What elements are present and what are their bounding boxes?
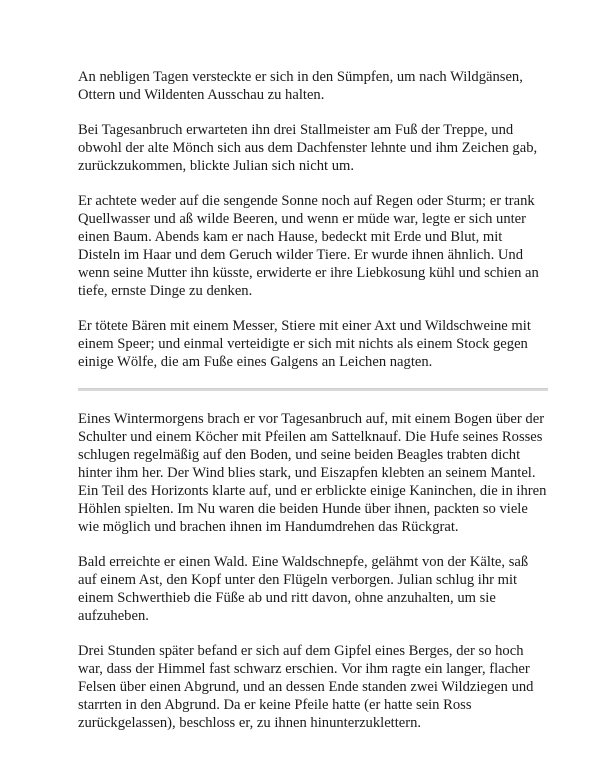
section-divider <box>78 388 548 391</box>
paragraph-5: Eines Wintermorgens brach er vor Tagesanbruch auf, mit einem Bogen über der Schulter und einem Köcher mit Pfeilen am Sattelknauf. Die Hufe seines Rosses schlugen regelmäßig auf den Boden, und seine beiden Beagles trabten dicht hinter ihm her. Der Wind blies stark, und Eiszapfen klebten an seinem Mantel. Ein Teil des Horizonts klarte auf, und er erblickte einige Kaninchen, die in ihren Höhlen spielten. Im Nu waren die beiden Hunde über ihnen, packten so viele wie möglich und brachen ihnen im Handumdrehen das Rückgrat. <box>78 411 547 535</box>
paragraph-6: Bald erreichte er einen Wald. Eine Waldschnepfe, gelähmt von der Kälte, saß auf einem Ast, den Kopf unter den Flügeln verborgen. Julian schlug ihr mit einem Schwerthieb die Füße ab und ritt davon, ohne anzuhalten, um sie aufzuheben. <box>78 554 529 624</box>
document-page <box>78 68 548 749</box>
paragraph-1: An nebligen Tagen versteckte er sich in den Sümpfen, um nach Wildgänsen, Ottern und Wildenten Ausschau zu halten. <box>78 69 523 103</box>
paragraph-7: Drei Stunden später befand er sich auf dem Gipfel eines Berges, der so hoch war, dass der Himmel fast schwarz erschien. Vor ihm ragte ein langer, flacher Felsen über einen Abgrund, und an dessen Ende standen zwei Wildziegen und starrten in den Abgrund. Da er keine Pfeile hatte (er hatte sein Ross zurückgelassen), beschloss er, zu ihnen hinunterzuklettern. <box>78 643 534 731</box>
paragraph-4: Er tötete Bären mit einem Messer, Stiere mit einer Axt und Wildschweine mit einem Speer; und einmal verteidigte er sich mit nichts als einem Stock gegen einige Wölfe, die am Fuße eines Galgens an Leichen nagten. <box>78 318 531 370</box>
paragraph-3: Er achtete weder auf die sengende Sonne noch auf Regen oder Sturm; er trank Quellwasser und aß wilde Beeren, und wenn er müde war, legte er sich unter einen Baum. Abends kam er nach Hause, bedeckt mit Erde und Blut, mit Disteln im Haar und dem Geruch wilder Tiere. Er wurde ihnen ähnlich. Und wenn seine Mutter ihn küsste, erwiderte er ihre Liebkosung kühl und schien an tiefe, ernste Dinge zu denken. <box>78 193 539 299</box>
paragraph-2: Bei Tagesanbruch erwarteten ihn drei Stallmeister am Fuß der Treppe, und obwohl der alte Mönch sich aus dem Dachfenster lehnte und ihm Zeichen gab, zurückzukommen, blickte Julian sich nicht um. <box>78 122 538 174</box>
